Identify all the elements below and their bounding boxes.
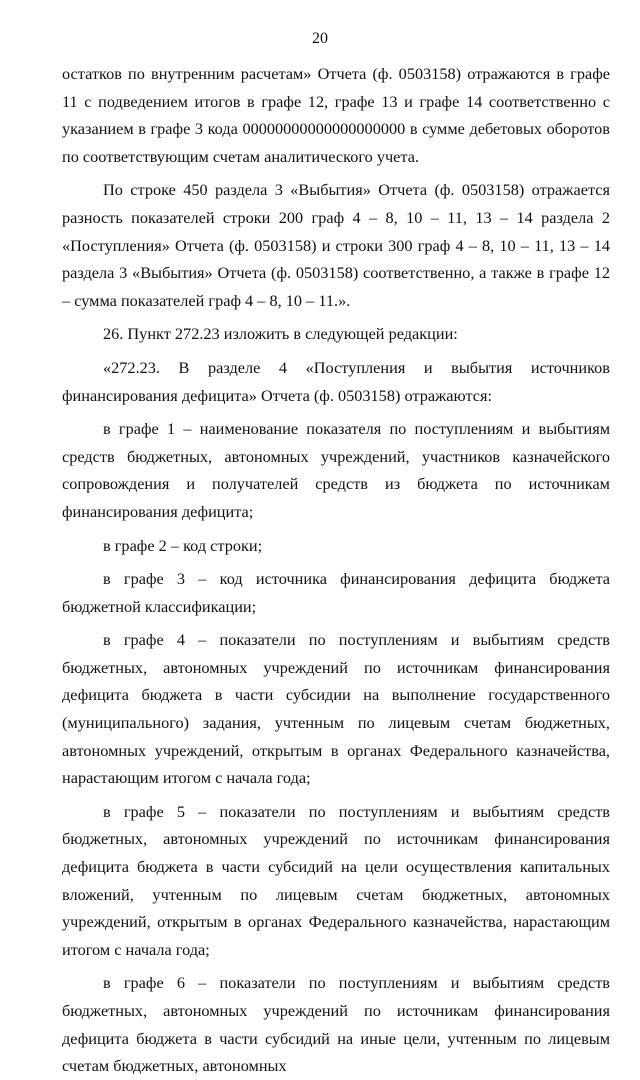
paragraph-6: в графе 2 – код строки; <box>103 535 263 555</box>
paragraph-3: 26. Пункт 272.23 изложить в следующей редакции: <box>103 324 458 344</box>
paragraph-10: в графе 6 – показатели по поступлениям и выбытиям средств бюджетных, автономных учреждений по источникам финансирования дефицита бюджета в части субсидий на иные цели, учтенным по лицевым счетам бюджетных, автономных <box>62 973 610 1076</box>
paragraph-4: «272.23. В разделе 4 «Поступления и выбытия источников финансирования дефицита» Отчета (ф. 0503158) отражаются: <box>62 357 610 405</box>
paragraph-2: По строке 450 раздела 3 «Выбытия» Отчета (ф. 0503158) отражается разность показателей строки 200 граф 4 – 8, 10 – 11, 13 – 14 раздела 2 «Поступления» Отчета (ф. 0503158) и строки 300 граф 4 – 8, 10 – 11, 13 – 14 раздела 3 «Выбытия» Отчета (ф. 0503158) соответственно, а также в графе 12 – сумма показателей граф 4 – 8, 10 – 11.». <box>62 180 610 310</box>
paragraph-7: в графе 3 – код источника финансирования дефицита бюджета бюджетной классификации; <box>62 569 610 616</box>
paragraph-1: остатков по внутренним расчетам» Отчета (ф. 0503158) отражаются в графе 11 с подведением итогов в графе 12, графе 13 и графе 14 соответственно с указанием в графе 3 кода 00000000000000000000 в сумме дебетовых оборотов по соответствующим счетам аналитического учета. <box>62 64 610 166</box>
paragraph-8: в графе 4 – показатели по поступлениям и выбытиям средств бюджетных, автономных учреждений по источникам финансирования дефицита бюджета в части субсидии на выполнение государственного (муниципального) задания, учтенным по лицевым счетам бюджетных, автономных учреждений, открытым в органах Федерального казначейства, нарастающим итогом с начала года; <box>62 630 610 788</box>
page-number: 20 <box>312 30 328 47</box>
document-body <box>62 60 610 1080</box>
paragraph-9: в графе 5 – показатели по поступлениям и выбытиям средств бюджетных, автономных учреждений по источникам финансирования дефицита бюджета в части субсидий на цели осуществления капитальных вложений, учтенным по лицевым счетам бюджетных, автономных учреждений, открытым в органах Федерального казначейства, нарастающим итогом с начала года; <box>62 801 610 959</box>
paragraph-5: в графе 1 – наименование показателя по поступлениям и выбытиям средств бюджетных, автономных учреждений, участников казначейского сопровождения и получателей средств из бюджета по источникам финансирования дефицита; <box>62 419 610 521</box>
